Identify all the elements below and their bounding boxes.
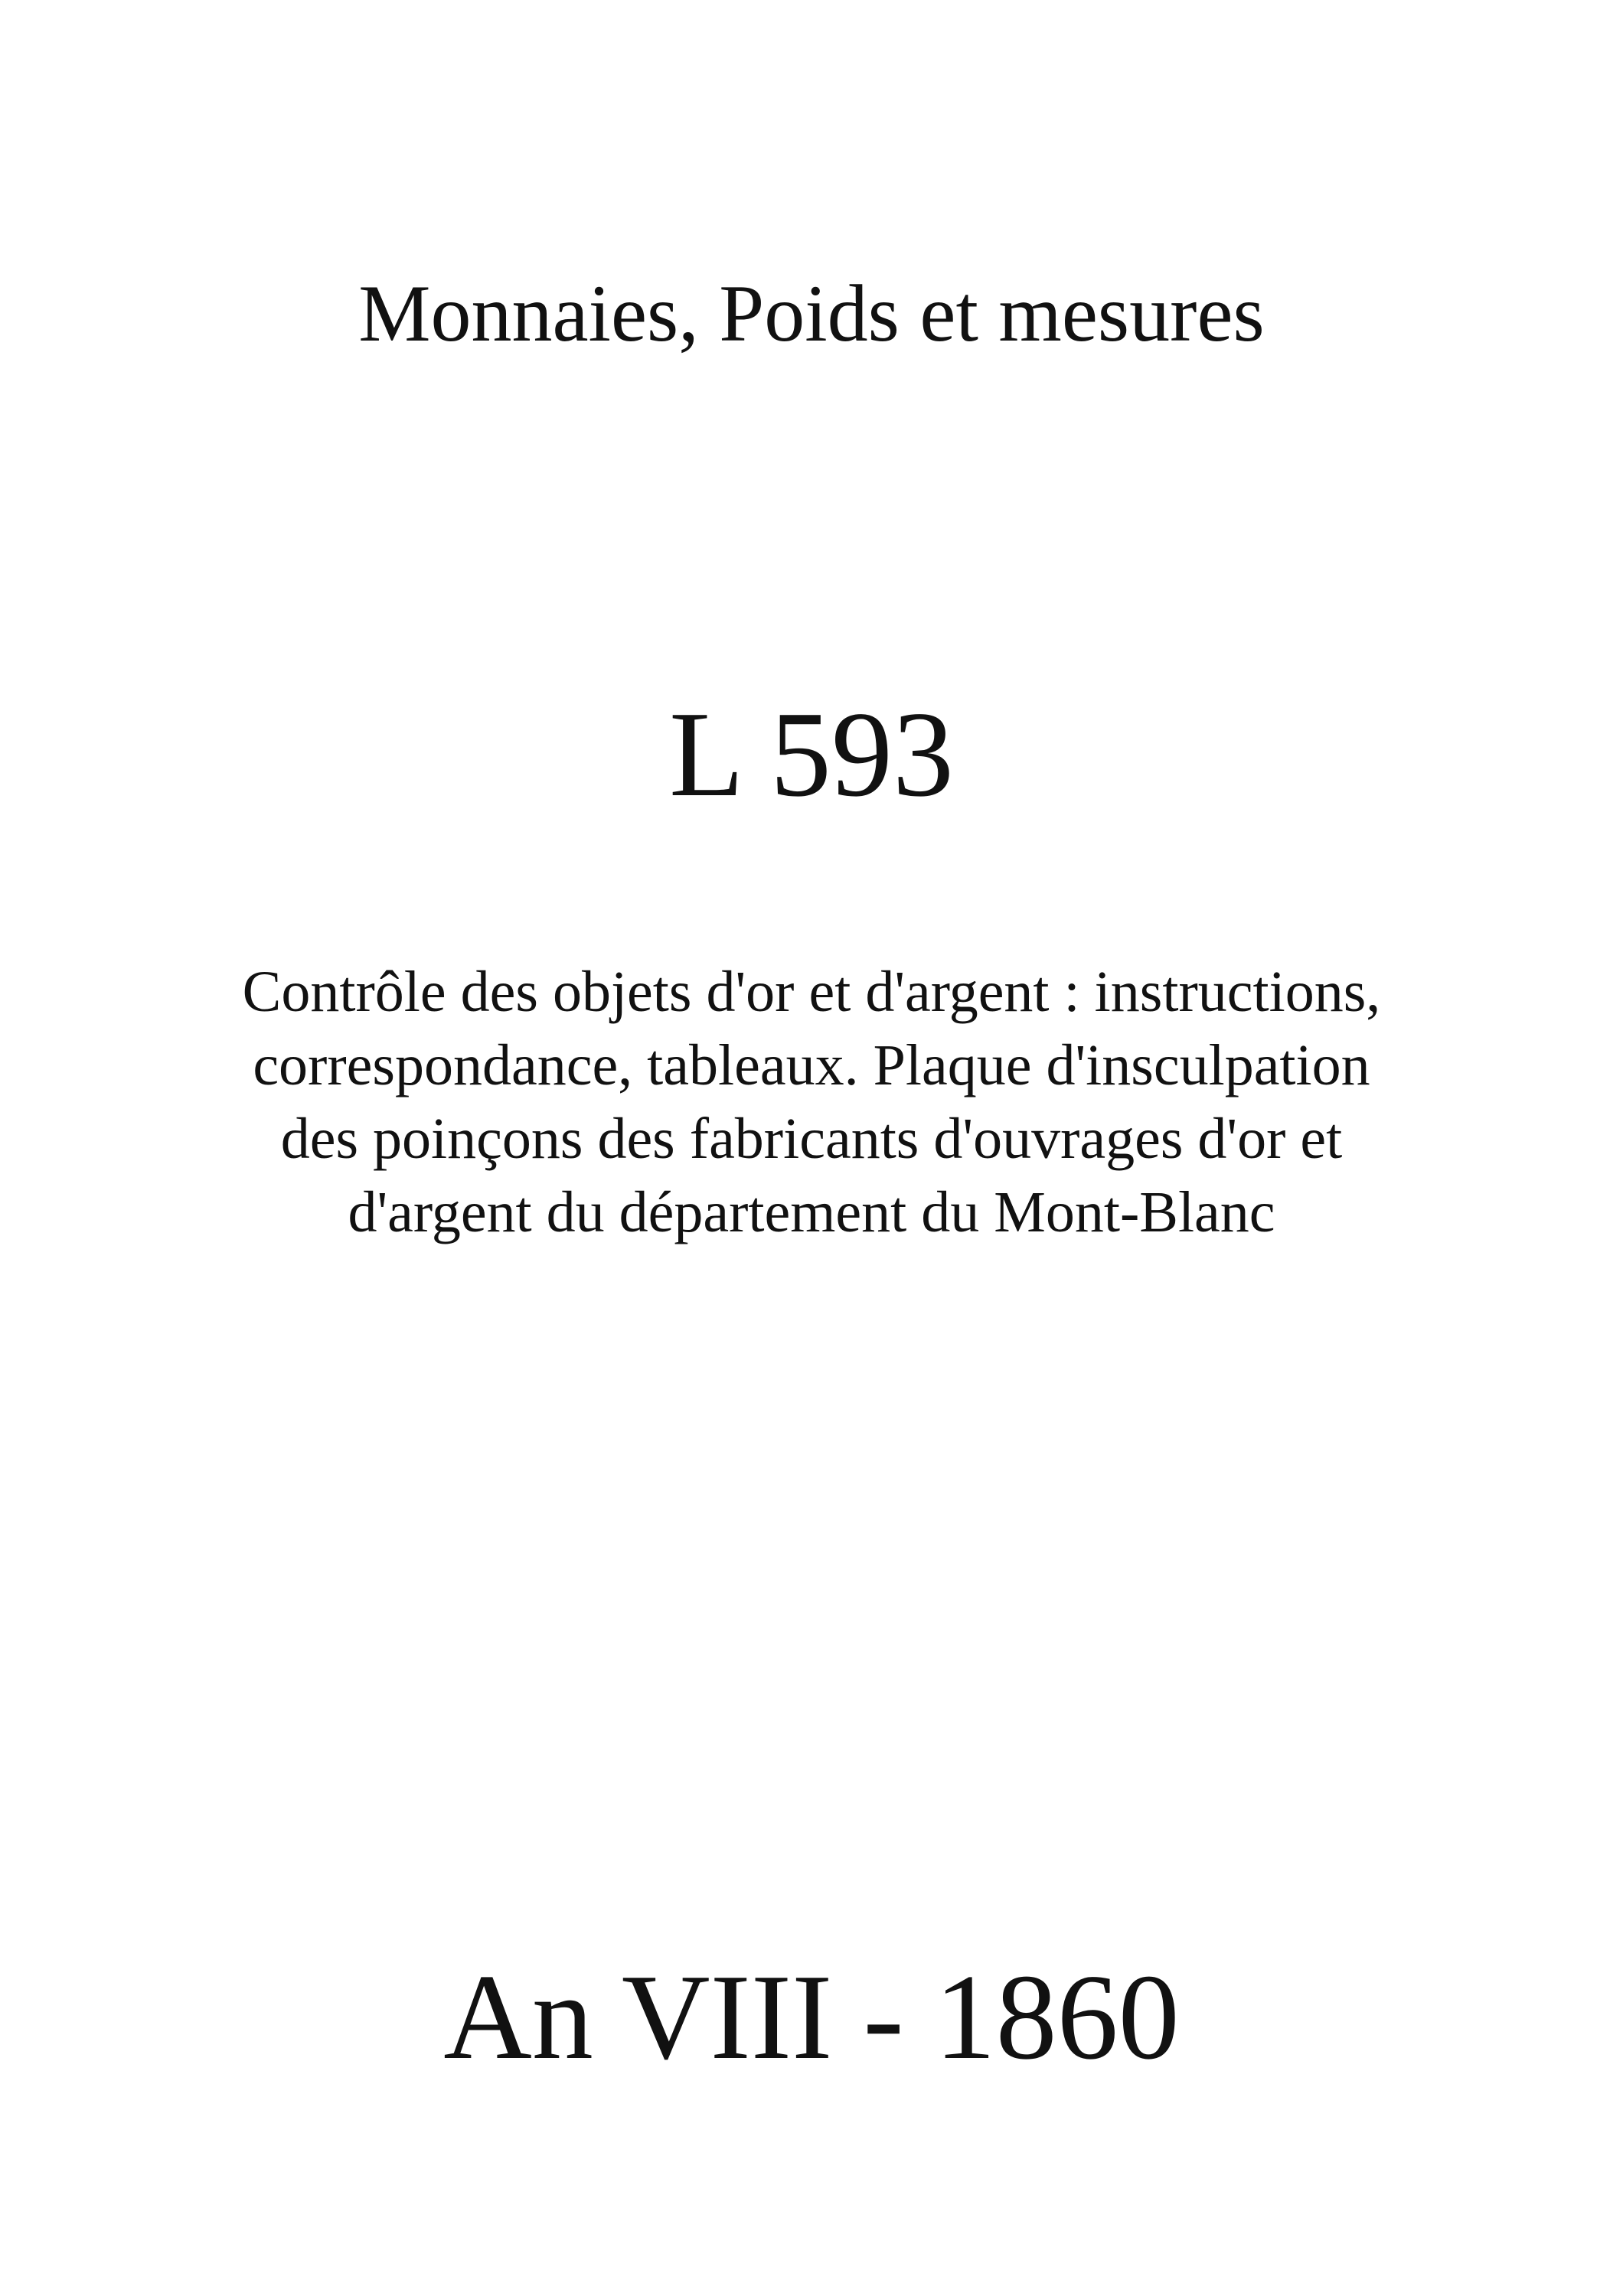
description-line: correspondance, tableaux. Plaque d'insculpation <box>253 1033 1370 1097</box>
description <box>0 955 1623 1249</box>
series-title: Monnaies, Poids et mesures <box>358 269 1265 358</box>
call-number: L 593 <box>669 686 954 822</box>
description-line: d'argent du département du Mont-Blanc <box>348 1180 1275 1244</box>
description-line: Contrôle des objets d'or et d'argent : instructions, <box>242 960 1381 1024</box>
description-line: des poinçons des fabricants d'ouvrages d'or et <box>280 1107 1343 1171</box>
date-range: An VIII - 1860 <box>443 1949 1180 2085</box>
